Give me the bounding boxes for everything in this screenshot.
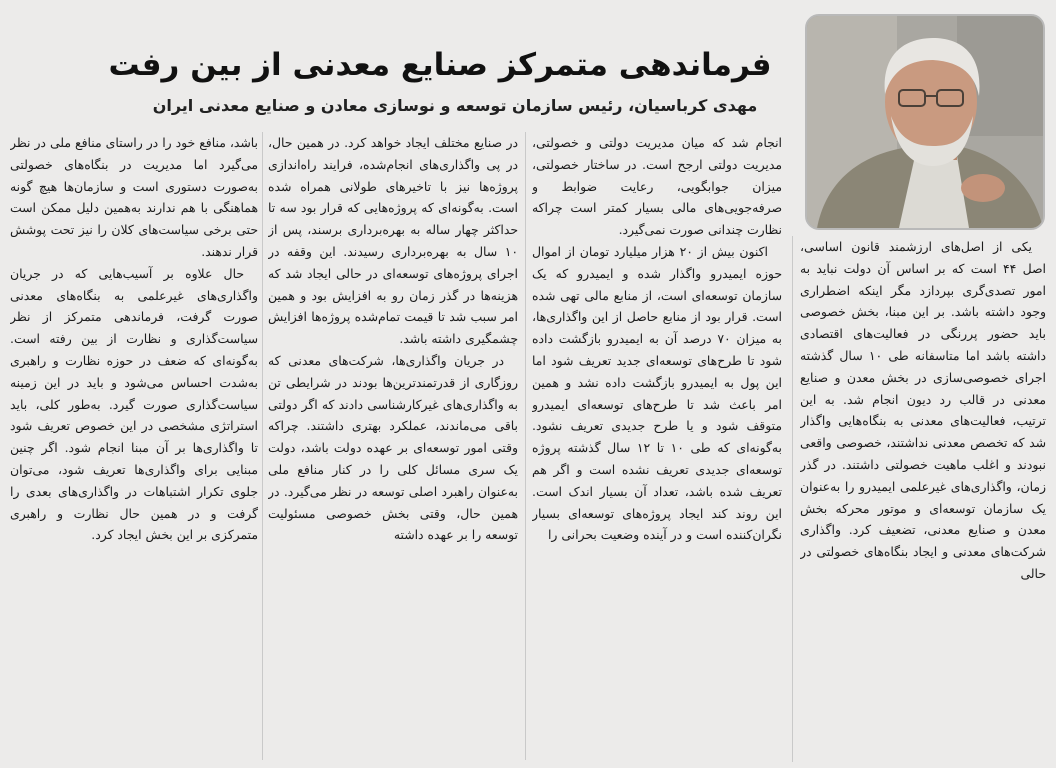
article-subheadline: مهدی کرباسیان، رئیس سازمان توسعه و نوسازی معادن و صنایع معدنی ایران [152,96,758,115]
paragraph: حال علاوه بر آسیب‌هایی که در جریان واگذاری‌های غیرعلمی به بنگاه‌های معدنی صورت گرفت، فرماندهی متمرکز از نظر سیاست‌گذاری و نظارت از بین رفته است. به‌گونه‌ای که ضعف در حوزه نظارت و راهبری به‌شدت احساس می‌شود و باید در این زمینه سیاست‌گذاری صورت گیرد. به‌طور کلی، باید استراتژی مشخصی در این خصوص تعریف شود تا واگذاری‌ها بر آن مبنا انجام شود. اگر چنین مبنایی برای واگذاری‌ها تعریف شود، می‌توان جلوی تکرار اشتباهات در واگذاری‌های بعدی را گرفت و در همین حال نظارت و راهبری متمرکزی بر این بخش ایجاد کرد. [10,265,258,543]
article-column-4 [10,132,258,762]
column-divider [262,132,263,760]
article-headline: فرماندهی متمرکز صنایع معدنی از بین رفت [108,47,772,83]
paragraph: یکی از اصل‌های ارزشمند قانون اساسی، اصل ۴۴ است که بر اساس آن دولت نباید به امور تصدی‌گری بپردازد مگر اینکه اضطراری وجود داشته باشد. بر این مبنا، بخش خصوصی باید حضور پررنگی در فعالیت‌های اقتصادی داشته باشد اما متاسفانه طی ۱۰ سال گذشته اجرای خصوصی‌سازی در بخش معدن و صنایع معدنی در قالب رد دیون انجام شد. به این ترتیب، فعالیت‌های معدنی به بنگاه‌هایی واگذار شد که تخصص معدنی نداشتند، خصوصی واقعی نبودند و اغلب ماهیت خصولتی داشتند. در گذر زمان، واگذاری‌های غیرعلمی ایمیدرو را به‌عنوان یک سازمان توسعه‌ای و موتور محرکه بخش معدن و صنایع معدنی، تضعیف کرد. واگذاری شرکت‌های معدنی و ایجاد بنگاه‌های خصولتی در حالی [800,239,1046,581]
portrait-photo [805,14,1045,230]
paragraph: اکنون بیش از ۲۰ هزار میلیارد تومان از اموال حوزه ایمیدرو واگذار شده و ایمیدرو که یک سازمان توسعه‌ای است، از منابع مالی تهی شده است. قرار بود از منابع حاصل از این واگذاری‌ها، به میزان ۷۰ درصد آن به ایمیدرو بازگشت داده شود تا طرح‌های توسعه‌ای جدید تعریف شود اما این پول به ایمیدرو بازگشت داده نشد و همین امر باعث شد تا طرح‌های توسعه‌ای ایمیدرو متوقف شود و یا طرح جدیدی تعریف نشود. به‌گونه‌ای که طی ۱۰ تا ۱۲ سال گذشته پروژه توسعه‌ای جدیدی تعریف نشده است و اگر هم تعریف شده باشد، تعداد آن بسیار اندک است. این روند کند ایجاد پروژه‌های توسعه‌ای بسیار نگران‌کننده است و در آینده وضعیت بحرانی را [532,243,782,543]
column-divider [792,236,793,762]
paragraph: باشد، منافع خود را در راستای منافع ملی در نظر می‌گیرد اما مدیریت در بنگاه‌های خصولتی به‌صورت دستوری است و سازمان‌ها هیچ گونه هماهنگی با هم ندارند به‌همین دلیل ممکن است حتی برخی سیاست‌های کلان را نیز تحت پوشش قرار ندهند. [10,135,258,259]
portrait-illustration [807,16,1043,228]
article-column-2 [532,132,782,762]
paragraph: در صنایع مختلف ایجاد خواهد کرد. در همین حال، در پی واگذاری‌های انجام‌شده، فرایند راه‌اندازی پروژه‌ها نیز با تاخیرهای طولانی همراه شده است. به‌گونه‌ای که پروژه‌هایی که قرار بود سه تا حداکثر چهار ساله به بهره‌برداری برسند، پس از ۱۰ سال به بهره‌برداری رسیدند. این وقفه در اجرای پروژه‌های توسعه‌ای در حالی ایجاد شد که هزینه‌ها در گذر زمان رو به افزایش بود و همین امر سبب شد تا قیمت تمام‌شده پروژه‌ها افزایش چشمگیری داشته باشد. [268,135,518,347]
article-column-3 [268,132,518,762]
paragraph: در جریان واگذاری‌ها، شرکت‌های معدنی که روزگاری از قدرتمندترین‌ها بودند در شرایطی تن به واگذاری‌های غیرکارشناسی دادند که اگر دولتی باقی می‌ماندند، عملکرد بهتری داشتند. چراکه وقتی امور توسعه‌ای بر عهده دولت باشد، دولت یک سری مسائل کلی را در کنار منافع ملی به‌عنوان راهبرد اصلی توسعه در نظر می‌گیرد. در همین حال، وقتی بخش خصوصی مسئولیت توسعه را بر عهده داشته [268,352,518,543]
article-column-1 [800,236,1046,762]
paragraph: انجام شد که میان مدیریت دولتی و خصولتی، مدیریت دولتی ارجح است. در ساختار خصولتی، میزان جوابگویی، رعایت ضوابط و صرفه‌جویی‌های مالی بسیار کمتر است چراکه نظارت چندانی صورت نمی‌گیرد. [532,135,782,238]
column-divider [525,132,526,760]
